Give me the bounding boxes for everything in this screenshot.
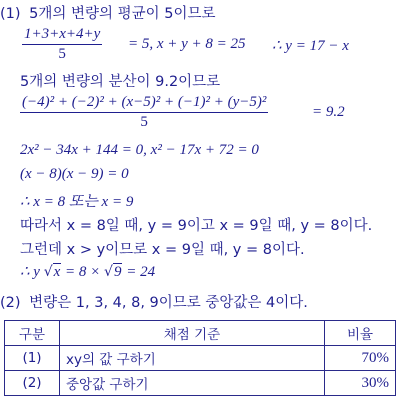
variance-equation-result: = 9.2 [312,104,345,120]
variance-fraction-numerator: (−4)² + (−2)² + (x−5)² + (−1)² + (y−5)² [22,94,267,110]
final-prefix: ∴ y [20,264,40,280]
variance-fraction [20,94,268,131]
variance-fraction-denominator: 5 [140,114,148,130]
case-analysis: 따라서 x = 8일 때, y = 9이고 x = 9일 때, y = 8이다. [20,218,373,234]
mean-equation: = 5, x + y + 8 = 25 [128,36,246,52]
mean-fraction-denominator: 5 [58,46,66,62]
row-criteria: 중앙값 구하기 [60,371,325,396]
part2-label: (2) [0,295,21,311]
row-criteria: xy의 값 구하기 [60,346,325,371]
row-category: (2) [5,371,60,396]
part1-label: (1) [0,6,21,22]
table-header-row [5,321,396,346]
table-row [5,371,396,396]
median-statement: 변량은 1, 3, 4, 8, 9이므로 중앙값은 4이다. [29,295,308,311]
final-mid: = 8 × [65,264,101,280]
header-ratio: 비율 [325,321,396,346]
row-category: (1) [5,346,60,371]
mean-therefore: ∴ y = 17 − x [272,38,349,54]
solutions-x: ∴ x = 8 또는 x = 9 [20,194,134,210]
condition-statement: 그런데 x > y이므로 x = 9일 때, y = 8이다. [20,242,305,258]
sqrt-symbol: √ [43,264,53,280]
variance-statement: 5개의 변량의 분산이 9.2이므로 [20,74,221,90]
factored-equation: (x − 8)(x − 9) = 0 [20,166,129,182]
sqrt-symbol: √ [104,264,113,280]
sqrt-9: 9 [113,264,122,280]
quadratic-equation: 2x² − 34x + 144 = 0, x² − 17x + 72 = 0 [20,142,259,158]
mean-fraction-numerator: 1+3+x+4+y [24,26,101,42]
solution-line-1 [0,2,216,23]
sqrt-x: x [53,264,61,280]
row-ratio: 70% [325,346,396,371]
header-criteria: 채점 기준 [60,321,325,346]
table-row [5,346,396,371]
header-category: 구분 [5,321,60,346]
final-result [20,262,155,281]
mean-fraction [22,26,102,63]
grading-table [4,320,396,396]
row-ratio: 30% [325,371,396,396]
mean-statement: 5개의 변량의 평균이 5이므로 [29,6,216,22]
final-value: = 24 [126,264,156,280]
solution-line-part2 [0,291,308,312]
